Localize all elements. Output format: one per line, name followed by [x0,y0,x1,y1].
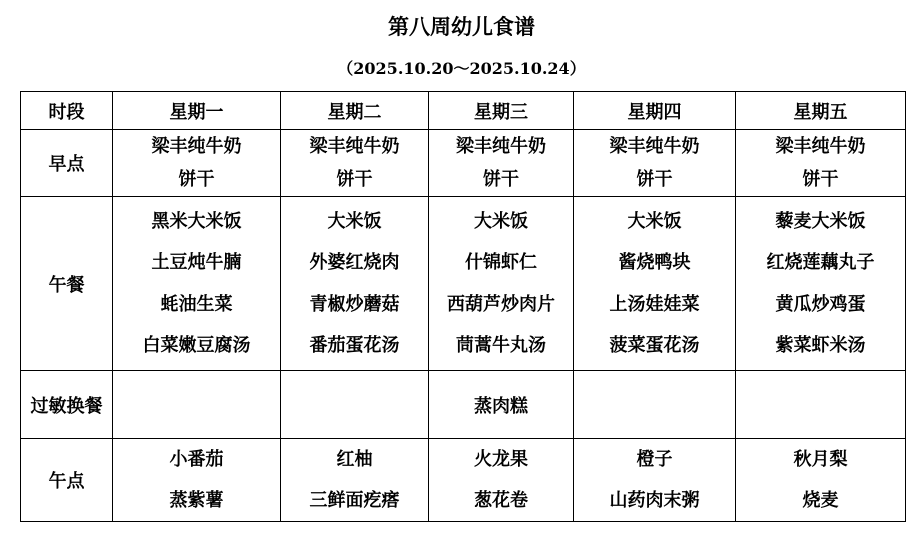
menu-item: 土豆炖牛腩 [151,252,242,273]
menu-item: 黄瓜炒鸡蛋 [775,293,866,315]
menu-item: 藜麦大米饭 [775,210,866,232]
row-label-allergy: 过敏换餐 [21,371,113,439]
menu-item: 大米饭 [627,210,682,232]
menu-item: 梁丰纯牛奶 [609,136,700,157]
menu-item: 西葫芦炒肉片 [447,293,555,315]
menu-item: 梁丰纯牛奶 [151,136,242,157]
weekly-menu-table [20,91,906,522]
snack-row [21,439,906,522]
day-header-thu: 星期四 [574,92,736,130]
menu-title: 第八周幼儿食谱 [388,14,535,39]
menu-item: 葱花卷 [474,490,528,511]
breakfast-cell-thu [574,130,736,197]
header-row [21,92,906,130]
menu-item: 烧麦 [802,490,839,511]
snack-cell-thu [574,439,736,522]
menu-item: 黑米大米饭 [151,210,242,232]
allergy-cell-fri [736,371,906,439]
breakfast-cell-fri [736,130,906,197]
menu-item: 火龙果 [474,449,528,470]
menu-item: 饼干 [336,169,373,190]
snack-cell-mon [113,439,281,522]
allergy-row [21,371,906,439]
menu-item: 蒸紫薯 [169,490,224,511]
allergy-cell-tue [281,371,429,439]
snack-cell-fri [736,439,906,522]
row-label-lunch: 午餐 [21,197,113,371]
menu-item: 梁丰纯牛奶 [309,136,400,157]
period-header: 时段 [21,92,113,130]
menu-item: 红烧莲藕丸子 [766,252,875,273]
day-header-tue: 星期二 [281,92,429,130]
lunch-cell-fri [736,197,906,371]
allergy-cell-mon [113,371,281,439]
row-label-breakfast: 早点 [21,130,113,197]
day-header-wed: 星期三 [429,92,574,130]
menu-item: 梁丰纯牛奶 [456,136,546,157]
menu-item: 大米饭 [474,210,528,232]
lunch-cell-mon [113,197,281,371]
menu-item: 大米饭 [327,210,382,232]
breakfast-cell-tue [281,130,429,197]
lunch-cell-tue [281,197,429,371]
menu-item: 番茄蛋花汤 [309,335,400,356]
menu-item: 青椒炒蘑菇 [309,293,400,315]
menu-item: 酱烧鸭块 [618,252,691,273]
menu-item: 上汤娃娃菜 [609,293,700,315]
day-header-mon: 星期一 [113,92,281,130]
menu-item: 三鲜面疙瘩 [309,490,400,511]
menu-item: 山药肉末粥 [609,490,700,511]
snack-cell-tue [281,439,429,522]
menu-item: 饼干 [802,169,839,190]
day-header-fri: 星期五 [736,92,906,130]
lunch-cell-thu [574,197,736,371]
menu-item: 小番茄 [169,449,224,470]
allergy-cell-thu [574,371,736,439]
menu-item: 菠菜蛋花汤 [609,335,700,356]
snack-cell-wed [429,439,574,522]
date-range: （2025.10.20～2025.10.24） [337,59,586,78]
menu-item: 紫菜虾米汤 [775,335,866,356]
menu-item: 红柚 [336,449,373,470]
menu-item: 白菜嫩豆腐汤 [142,335,251,356]
menu-item: 什锦虾仁 [465,252,537,273]
menu-item: 饼干 [636,169,673,190]
menu-item: 蚝油生菜 [160,293,233,315]
menu-item: 茼蒿牛丸汤 [456,335,546,356]
lunch-row [21,197,906,371]
menu-item: 梁丰纯牛奶 [775,136,866,157]
lunch-cell-wed [429,197,574,371]
allergy-cell-wed: 蒸肉糕 [429,371,574,439]
menu-item: 秋月梨 [793,449,848,470]
menu-item: 饼干 [483,169,519,190]
breakfast-cell-wed [429,130,574,197]
menu-item: 橙子 [636,449,673,470]
breakfast-cell-mon [113,130,281,197]
menu-item: 饼干 [178,169,215,190]
breakfast-row [21,130,906,197]
row-label-snack: 午点 [21,439,113,522]
menu-item: 外婆红烧肉 [309,252,400,273]
